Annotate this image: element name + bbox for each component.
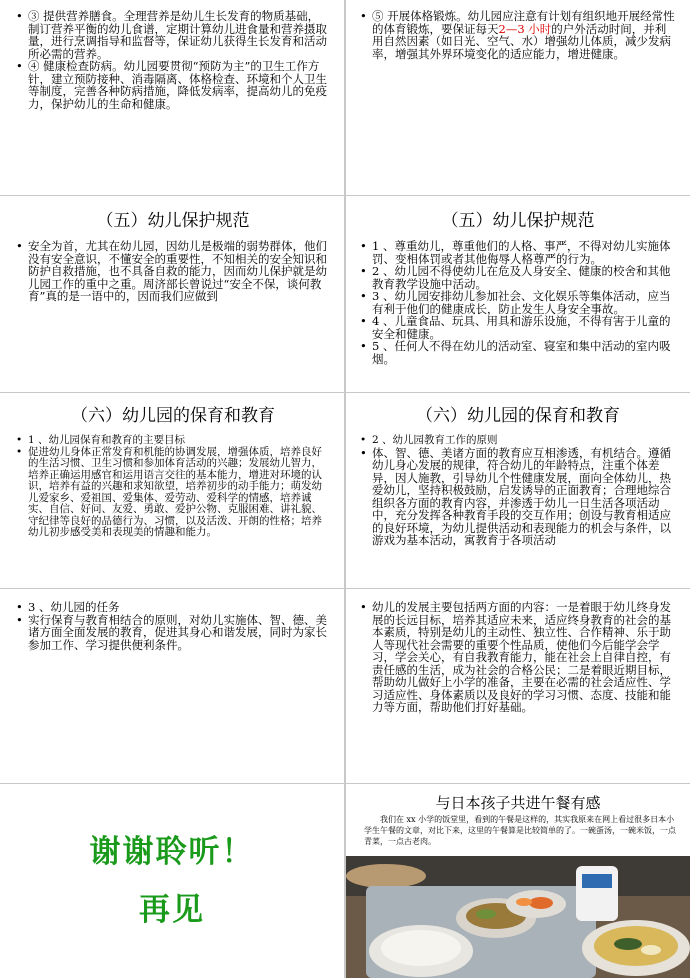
slide-title: （五）幼儿保护规范	[96, 211, 250, 231]
list-item: • 1 、幼儿园保育和教育的主要目标	[16, 435, 330, 447]
list-item: • 1 、尊重幼儿，尊重他们的人格、事严，不得对幼儿实施体罚、变相体罚或者其他侮辱人格尊严的行为。	[360, 240, 676, 265]
slide-care-education-principles	[346, 393, 690, 588]
slide-development-content	[346, 589, 690, 783]
slide-japan-lunch	[346, 784, 690, 978]
thanks-text: 谢谢聆听！	[89, 834, 255, 870]
slide-care-education-goals	[0, 393, 344, 588]
slide-protection-intro	[0, 196, 344, 392]
slide-physical-exercise	[346, 0, 690, 195]
list-item: • 幼儿的发展主要包括两方面的内容：一是着眼于幼儿终身发展的长远目标，培养其适应未来，适应终身教育的社会的基本素质，特别是幼儿的主动性、独立性、合作精神、乐于助人等现代社会需要的重要个性品质，使他们今后能学会学习，学会关心，有自我教育能力，能在社会上自律自控，有责任感的生活，成为社会的合格公民；二是着眼近期目标，帮助幼儿做好上小学的准备，主要在必需的社会适应性、学习适应性、身体素质以及良好的学习习惯、态度、技能和能力等方面，帮助他们打好基础。	[360, 601, 676, 714]
lunch-photo	[346, 856, 690, 978]
slide-protection-rules	[346, 196, 690, 392]
slide-title: （五）幼儿保护规范	[441, 211, 595, 231]
list-item	[360, 10, 676, 60]
list-item: • 2 、幼儿园不得使幼儿在危及人身安全、健康的校舍和其他教育教学设施中活动。	[360, 265, 676, 290]
list-item: • ③ 提供营养膳食。全理营养是幼儿生长发育的物质基础，制订营养平衡的幼儿食谱，定期计算幼儿进食量和营养摄取量，进行烹调指导和监督等，保证幼儿获得生长发育和活动所必需的营养。	[16, 10, 330, 60]
slide-title: 与日本孩子共进午餐有感	[435, 794, 601, 812]
list-item: • 3 、幼儿园的任务	[16, 601, 330, 614]
list-item: • 促进幼儿身体正常发育和机能的协调发展，增强体质，培养良好的生活习惯、卫生习惯和参加体育活动的兴趣；发展幼儿智力，培养正确运用感官和运用语言交往的基本能力，增进对环境的认识，培养有益的兴趣和求知欲望，培养初步的动手能力；萌发幼儿爱家乡、爱祖国、爱集体、爱劳动、爱科学的情感，培养诚实、自信、好问、友爱、勇敢、爱护公物、克服困难、讲礼貌、守纪律等良好的品德行为、习惯，以及活泼、开朗的性格；培养幼儿初步感受美和表现美的情趣和能力。	[16, 447, 330, 539]
item-text: ⑤ 开展体格锻炼。幼儿园应注意有计划有组织地开展经常性的体育锻炼，要保证每天	[372, 9, 675, 36]
list-item: • 安全为首，尤其在幼儿园，因幼儿是极端的弱势群体，他们没有安全意识，不懂安全的重要性，不知相关的安全知识和防护自救措施，也不具备自救的能力，因而幼儿保护就是幼儿园工作的重中之重。周济部长曾说过“安全不保，谈何教育”真的是一语中的，因而我们应做到	[16, 240, 330, 303]
slide-nutrition-health	[0, 0, 344, 195]
slide-title: （六）幼儿园的保育和教育	[416, 406, 620, 426]
slide-title: （六）幼儿园的保育和教育	[71, 406, 275, 426]
slide-thanks	[0, 784, 344, 978]
item-text: 的户外活动时间，并利用自然因素（如日光、空气、水）增强幼儿体质，减少发病率，增强其外界环境变化的适应能力，增进健康。	[372, 21, 671, 61]
list-item: • 体、智、德、美诸方面的教育应互相渗透，有机结合。遵循幼儿身心发展的规律，符合幼儿的年龄特点，注重个体差异，因人施教，引导幼儿个性健康发展，面向全体幼儿，热爱幼儿，坚持积极鼓励，启发诱导的正面教育；合理地综合组织各方面的教育内容，并渗透于幼儿一日生活各项活动中，充分发挥各种教育手段的交互作用；创设与教育相适应的良好环境，为幼儿提供活动和表现能力的机会与条件，以游戏为基本活动，寓教育于各项活动	[360, 447, 676, 547]
list-item: • 3 、幼儿园安排幼儿参加社会、文化娱乐等集体活动，应当有利于他们的健康成长，防止发生人身安全事故。	[360, 290, 676, 315]
highlight-text: 2—3 小时	[498, 21, 552, 36]
list-item: • 4 、儿童食品、玩具、用具和游乐设施，不得有害于儿童的安全和健康。	[360, 315, 676, 340]
body-text: 我们在 xx 小学的饭堂里，看到的午餐是这样的，其实我原来在网上看过很多日本小学生午餐的文章，对比下来，这里的午餐算是比较简单的了。一碗蛋汤，一碗米饭，一点青菜，一点古老肉。	[364, 815, 676, 846]
list-item: • 实行保育与教育相结合的原则，对幼儿实施体、智、德、美诸方面全面发展的教育，促进其身心和谐发展，同时为家长参加工作、学习提供便利条件。	[16, 614, 330, 652]
list-item: • 5 、任何人不得在幼儿的活动室、寝室和集中活动的室内吸烟。	[360, 340, 676, 365]
goodbye-text: 再见	[139, 892, 205, 928]
slide-kindergarten-tasks	[0, 589, 344, 783]
list-item: • ④ 健康检查防病。幼儿园要贯彻“预防为主”的卫生工作方针，建立预防接种、消毒隔离、体格检查、环境和个人卫生等制度，完善各种防病措施，降低发病率，提高幼儿的免疫力，保护幼儿的生命和健康。	[16, 60, 330, 110]
list-item: • 2 、幼儿园教育工作的原则	[360, 435, 676, 447]
